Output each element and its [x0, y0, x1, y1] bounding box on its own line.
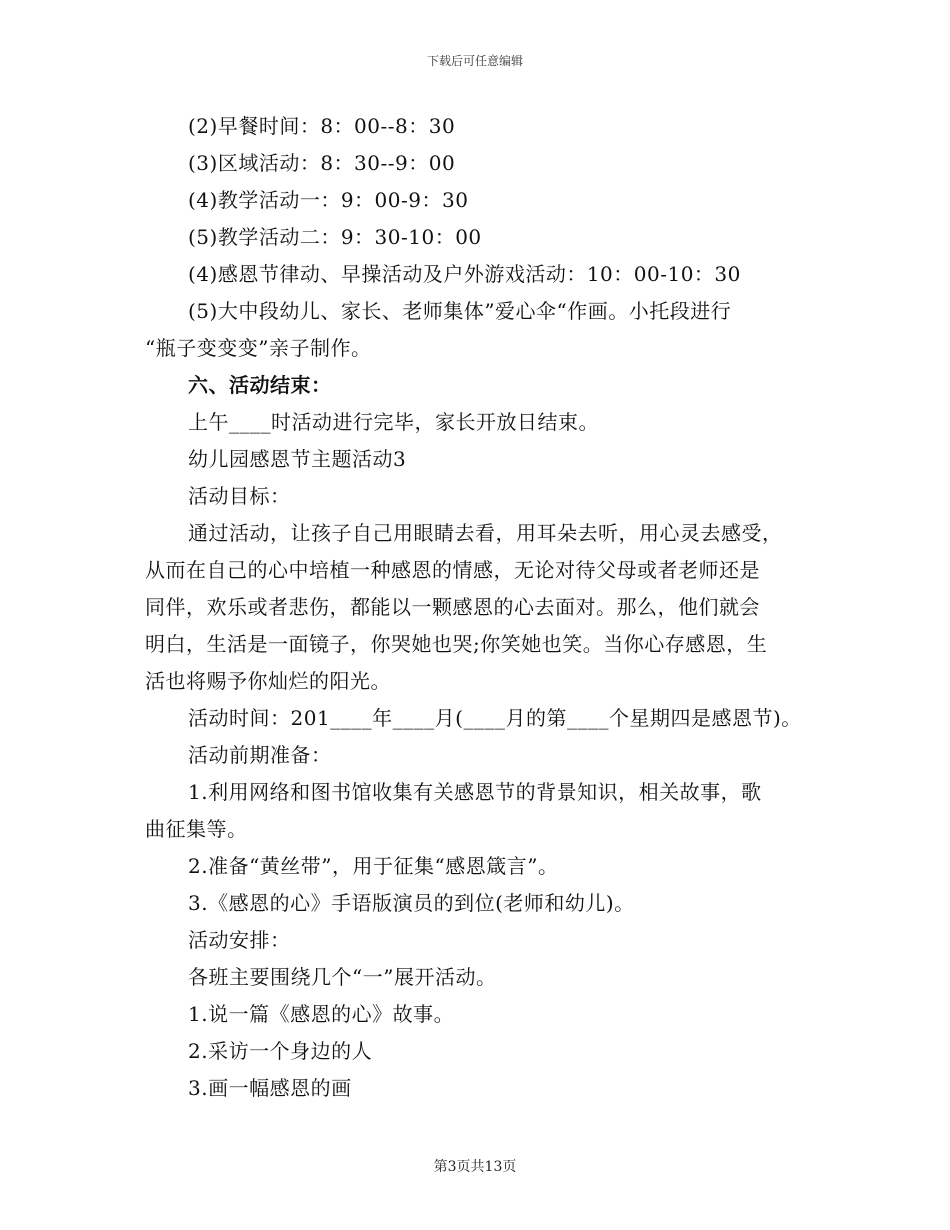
paragraph-goals-line-5: 活也将赐予你灿烂的阳光。 [145, 669, 391, 693]
paragraph-goals-line-3: 同伴，欢乐或者悲伤，都能以一颗感恩的心去面对。那么，他们就会 [145, 595, 760, 619]
schedule-item-rhythm-exercise: (4)感恩节律动、早操活动及户外游戏活动：10：00-10：30 [188, 262, 741, 286]
section-heading-activity-end: 六、活动结束： [188, 373, 332, 397]
prep-item-2: 2.准备“黄丝带”，用于征集“感恩箴言”。 [188, 854, 559, 878]
page-header: 下载后可任意编辑 [426, 54, 523, 68]
paragraph-activity-time: 活动时间：201____年____月(____月的第____个星期四是感恩节)。 [188, 706, 802, 730]
paragraph-goals-line-4: 明白，生活是一面镜子，你哭她也哭;你笑她也笑。当你心存感恩，生 [145, 632, 768, 656]
arrangement-item-2: 2.采访一个身边的人 [188, 1039, 373, 1063]
paragraph-arrangement: 各班主要围绕几个“一”展开活动。 [188, 965, 497, 989]
arrangement-item-1: 1.说一篇《感恩的心》故事。 [188, 1002, 455, 1026]
schedule-item-teaching-1: (4)教学活动一：9：00-9：30 [188, 188, 469, 212]
paragraph-activity-end: 上午____时活动进行完毕，家长开放日结束。 [188, 410, 599, 434]
schedule-item-group-painting: (5)大中段幼儿、家长、老师集体”爱心伞“作画。小托段进行 [188, 299, 732, 323]
schedule-item-area-activity: (3)区域活动：8：30--9：00 [188, 151, 456, 175]
section-title-activity-3: 幼儿园感恩节主题活动3 [188, 447, 407, 471]
prep-item-1: 1.利用网络和图书馆收集有关感恩节的背景知识，相关故事，歌 [188, 780, 762, 804]
schedule-item-group-painting-cont: “瓶子变变变”亲子制作。 [145, 336, 372, 360]
label-arrangement: 活动安排： [188, 928, 291, 952]
prep-item-1-cont: 曲征集等。 [145, 817, 248, 841]
page-footer: 第3页共13页 [433, 1159, 517, 1175]
label-activity-goals: 活动目标： [188, 484, 291, 508]
schedule-item-teaching-2: (5)教学活动二：9：30-10：00 [188, 225, 482, 249]
prep-item-3: 3.《感恩的心》手语版演员的到位(老师和幼儿)。 [188, 891, 635, 915]
schedule-item-breakfast: (2)早餐时间：8：00--8：30 [188, 114, 456, 138]
paragraph-goals-line-1: 通过活动，让孩子自己用眼睛去看，用耳朵去听，用心灵去感受， [188, 521, 783, 545]
label-preparation: 活动前期准备： [188, 743, 332, 767]
paragraph-goals-line-2: 从而在自己的心中培植一种感恩的情感，无论对待父母或者老师还是 [145, 558, 760, 582]
arrangement-item-3: 3.画一幅感恩的画 [188, 1076, 352, 1100]
